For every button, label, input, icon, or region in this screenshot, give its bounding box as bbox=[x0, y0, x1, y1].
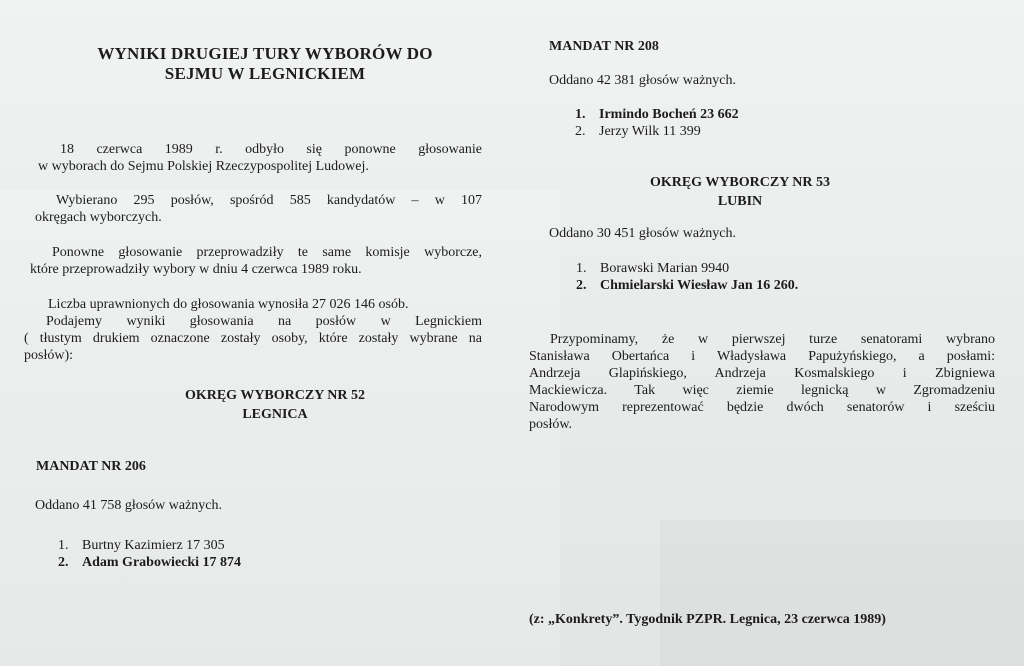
intro-paragraph-4 bbox=[24, 296, 482, 364]
votes-206: Oddano 41 758 głosów ważnych. bbox=[35, 498, 223, 513]
candidate-name: Irmindo Bocheń 23 662 bbox=[599, 107, 739, 122]
text-line: Ponowne głosowanie przeprowadziły te same komisje wyborcze, bbox=[52, 245, 482, 260]
item-number: 2. bbox=[575, 124, 586, 139]
list-item bbox=[575, 106, 739, 123]
text-line: ( tłustym drukiem oznaczone zostały osoby, które zostały wybrane na bbox=[24, 331, 482, 346]
list-item bbox=[576, 260, 798, 277]
candidates-53 bbox=[576, 260, 798, 294]
candidate-name: Chmielarski Wiesław Jan 16 260. bbox=[600, 278, 799, 293]
reminder-paragraph bbox=[529, 331, 995, 433]
district-52-heading bbox=[140, 386, 410, 424]
candidate-name: Jerzy Wilk 11 399 bbox=[599, 124, 701, 139]
title-line: WYNIKI DRUGIEJ TURY WYBORÓW DO bbox=[97, 44, 433, 63]
candidate-name: Borawski Marian 9940 bbox=[600, 261, 730, 276]
candidate-name: Adam Grabowiecki 17 874 bbox=[82, 555, 242, 570]
list-item bbox=[58, 537, 241, 554]
text-line: Podajemy wyniki głosowania na posłów w Legnickiem bbox=[46, 314, 482, 329]
text-line: Przypominamy, że w pierwszej turze senatorami wybrano bbox=[550, 332, 995, 347]
votes-208: Oddano 42 381 głosów ważnych. bbox=[549, 73, 737, 88]
text-line: Narodowym reprezentować będzie dwóch senatorów i sześciu bbox=[529, 400, 995, 415]
text-line: posłów): bbox=[24, 348, 73, 363]
intro-paragraph-1 bbox=[28, 141, 482, 175]
mandate-208-heading: MANDAT NR 208 bbox=[549, 39, 659, 54]
intro-paragraph-2 bbox=[35, 192, 482, 226]
text-line: Stanisława Obertańca i Władysława Papużyńskiego, a posłami: bbox=[529, 349, 995, 364]
source-citation: (z: „Konkrety”. Tygodnik PZPR. Legnica, 23 czerwca 1989) bbox=[529, 612, 886, 627]
list-item bbox=[58, 554, 241, 571]
text-line: Mackiewicza. Tak więc ziemie legnicką w Zgromadzeniu bbox=[529, 383, 995, 398]
votes-53: Oddano 30 451 głosów ważnych. bbox=[549, 226, 737, 241]
district-title: OKRĘG WYBORCZY NR 52 bbox=[184, 388, 366, 403]
item-number: 1. bbox=[58, 538, 69, 553]
text-line: Andrzeja Glapińskiego, Andrzeja Kosmalskiego i Zbigniewa bbox=[529, 366, 995, 381]
text-line: w wyborach do Sejmu Polskiej Rzeczypospolitej Ludowej. bbox=[38, 159, 369, 174]
text-line: Wybierano 295 posłów, spośród 585 kandydatów – w 107 bbox=[56, 193, 482, 208]
item-number: 1. bbox=[575, 107, 586, 122]
item-number: 2. bbox=[58, 555, 69, 570]
list-item bbox=[575, 123, 739, 140]
district-title: OKRĘG WYBORCZY NR 53 bbox=[649, 175, 831, 190]
intro-paragraph-3 bbox=[30, 244, 482, 278]
text-line: 18 czerwca 1989 r. odbyło się ponowne głosowanie bbox=[60, 142, 482, 157]
district-53-heading bbox=[615, 173, 865, 211]
title-line: SEJMU W LEGNICKIEM bbox=[164, 64, 366, 83]
list-item bbox=[576, 277, 798, 294]
mandate-206-heading: MANDAT NR 206 bbox=[36, 459, 146, 474]
district-city: LEGNICA bbox=[242, 407, 308, 422]
candidates-206 bbox=[58, 537, 241, 571]
text-line: posłów. bbox=[529, 417, 573, 432]
text-line: Liczba uprawnionych do głosowania wynosiła 27 026 146 osób. bbox=[48, 297, 409, 312]
item-number: 2. bbox=[576, 278, 587, 293]
text-line: okręgach wyborczych. bbox=[35, 210, 162, 225]
district-city: LUBIN bbox=[717, 194, 763, 209]
photo-shadow bbox=[660, 520, 1024, 666]
item-number: 1. bbox=[576, 261, 587, 276]
document-title bbox=[40, 44, 490, 84]
text-line: które przeprowadziły wybory w dniu 4 czerwca 1989 roku. bbox=[30, 262, 362, 277]
candidate-name: Burtny Kazimierz 17 305 bbox=[82, 538, 225, 553]
candidates-208 bbox=[575, 106, 739, 140]
